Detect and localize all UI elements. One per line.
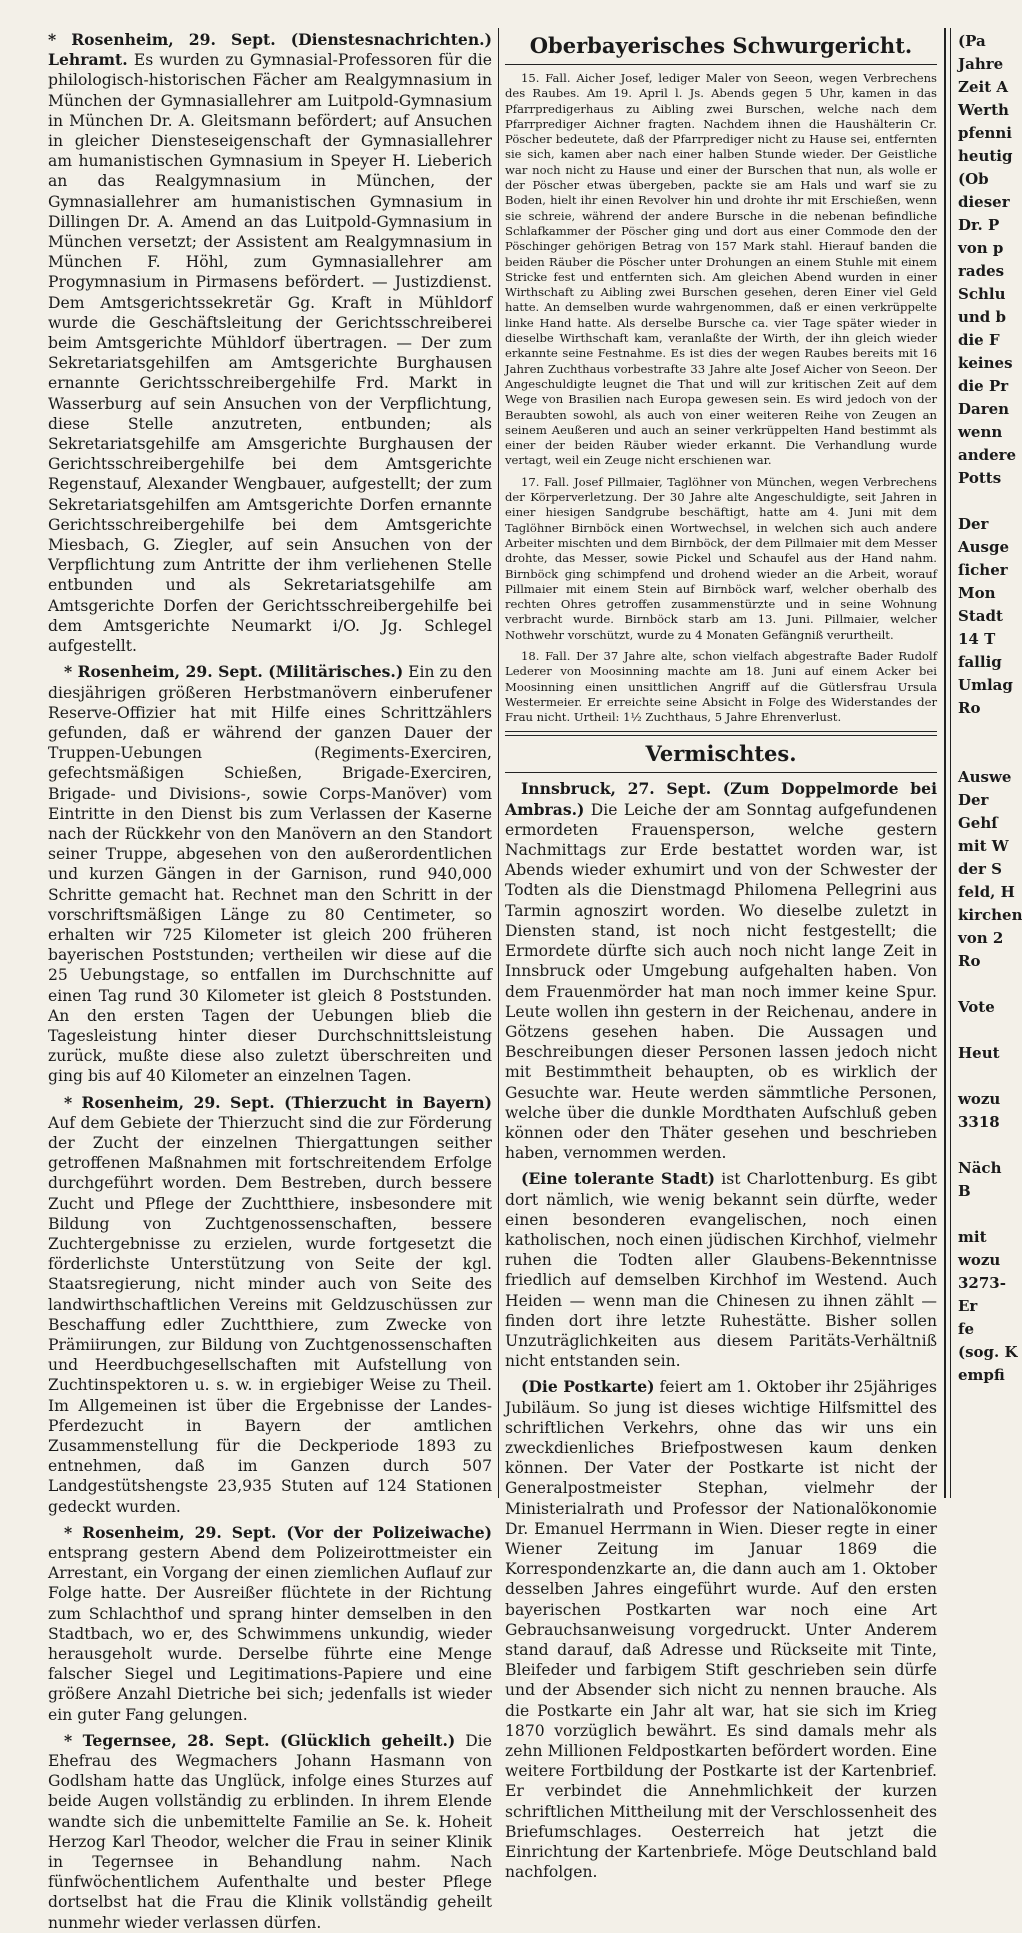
section-title-vermischtes: Vermischtes. [645,741,797,767]
fragment-line [958,490,1000,513]
middle-column [505,30,937,1882]
fragment-line: Mon [958,584,996,602]
fragment-line: feld, H [958,883,1015,901]
left-column [48,30,493,1932]
article-text: entsprang gestern Abend dem Polizeirottmeister ein Arrestant, ein Vorgang der einen ziemlichen Auflauf zur Folge hatte. Der Ausreißer flüchtete in der Richtung zum Schlachthof und sprang hinter demselben in den Stadtbach, wo er, des Schwimmens unkundig, wieder herausgeholt wurde. Derselbe führte eine Menge falscher Siegel und Legitimations-Papiere und eine größere Anzahl Dietriche bei sich; jedenfalls ist wieder ein guter Fang gelungen. [48,1544,492,1724]
fragment-line: 14 T [958,630,996,648]
fragment-line [958,1203,1000,1226]
column-divider [944,28,946,1498]
fragment-line [958,720,1000,743]
fragment-line: andere [958,446,1017,464]
fragment-line: Heut [958,1044,1000,1062]
fragment-line: pfenni [958,124,1012,142]
fragment-line: Schlu [958,285,1006,303]
fragment-line [958,1019,1000,1042]
article-rosenheim-militaerisches [48,662,492,1086]
column-divider [498,28,499,1498]
article-heading: * Rosenheim, 29. Sept. (Thierzucht in Bayern) [64,1092,492,1112]
fragment-line: Der [958,791,989,809]
fragment-line: Näch [958,1159,1002,1177]
fragment-line: fallig [958,653,1002,671]
fragment-line: ſicher [958,561,1008,579]
fragment-line: (Pa [958,32,986,50]
fragment-line: kirchen [958,906,1022,924]
fragment-line: Vote [958,998,995,1016]
section-title-schwurgericht: Oberbayerisches Schwurgericht. [529,33,913,58]
fragment-line: Dr. P [958,216,1000,234]
article-heading: * Rosenheim, 29. Sept. (Dienstesnachrichten.) Lehramt. [48,30,492,70]
fragment-line: fe [958,1320,974,1338]
fragment-line: empfi [958,1366,1005,1384]
article-heading: * Rosenheim, 29. Sept. (Vor der Polizeiwache) [64,1522,492,1542]
column-divider [950,28,951,1498]
article-rosenheim-polizeiwache [48,1523,492,1725]
fragment-line: Ausge [958,538,1010,556]
article-text: Auf dem Gebiete der Thierzucht sind die zur Förderung der Zucht der einzelnen Thiergattungen seither getroffenen Maßnahmen mit fortschreitendem Erfolge durchgeführt worden. Dem Bestreben, durch bessere Zucht und Pflege der Zuchtthiere, insbesondere mit Bildung von Zuchtgenossenschaften, bessere Zuchtergebnisse zu erzielen, wurde fortgesetzt die förderlichste Unterstützung von Seite der kgl. Staatsregierung, nicht minder auch von Seite des landwirthschaftlichen Vereins mit Geldzuschüssen zur Beschaffung edler Zuchtthiere, zum Zwecke von Prämiirungen, zur Bildung von Zuchtgenossenschaften und Heerdbuchgesellschaften mit Aufstellung von Zuchtinspektoren u. s. w. in ergiebiger Weise zu Theil. Im Allgemeinen ist über die Ergebnisse der Landes-Pferdezucht in Bayern der amtlichen Zusammenstellung für die Deckperiode 1893 zu entnehmen, daß im Ganzen durch 507 Landgestütshengste 23,935 Stuten auf 124 Stationen gedeckt wurden. [48,1113,492,1516]
fragment-line: Auswe [958,768,1012,786]
fragment-line: Jahre [958,55,1004,73]
court-case-15: 15. Fall. Aicher Josef, lediger Maler von Seeon, wegen Verbrechens des Raubes. Am 19. April l. Js. Abends gegen 5 Uhr, kamen in das Pfarrpredigerhaus zu Aibling zwei Burschen, welche nach dem Pfarrprediger Aichner fragten. Nachdem ihnen die Haushälterin Cr. Pöscher bedeutete, daß der Pfarrprediger nicht zu Hause sei, entfernten sie sich, kamen aber nach einer halben Stunde wieder. Der Geistliche war noch nicht zu Hause und einer der Burschen that nun, als wolle er der Pöscher etwas übergeben, packte sie am Hals und warf sie zu Boden, hielt ihr einen Revolver hin und drohte ihr mit Erschießen, wenn sie schreie, während der andere Bursche in die nebenan befindliche Schlafkammer der Pöscher ging und dort aus einer Commode den der Pöschinger gehörigen Betrag von 157 Mark stahl. Hierauf banden die beiden Räuber die Pöscher unter Drohungen an einem Stuhle mit einem Stricke fest und entfernten sich. Am gleichen Abend wurden in einer Wirthschaft zu Aibling zwei Burschen gesehen, deren Einer viel Geld hatte. An demselben wurde wahrgenommen, daß er einen verkrüppelte linke Hand hatte. Als derselbe Bursche ca. vier Tage später wieder in dieselbe Wirthschaft kam, veranlaßte der Wirth, der ihn gleich wieder erkannte seine Festnahme. Es ist dies der wegen Raubes bereits mit 16 Jahren Zuchthaus vorbestrafte 33 Jahre alte Josef Aicher von Seeon. Der Angeschuldigte leugnet die That und will zur kritischen Zeit auf dem Wege von Brasilien nach Europa gewesen sein. Es wird jedoch von der Beraubten sowohl, als auch von einer weiteren Reihe von Zeugen an seinem Aeußeren und auch an seiner verkrüppelten Hand bestimmt als einer der beiden Räuber wieder erkannt. Die Verhandlung wurde vertagt, weil ein Zeuge nicht erschienen war. [505,71,937,468]
court-case-17: 17. Fall. Josef Pillmaier, Taglöhner von München, wegen Verbrechens der Körperverletzung. Der 30 Jahre alte Angeschuldigte, seit Jahren in einer hiesigen Sandgrube beschäftigt, hatte am 4. Juni mit dem Taglöhner Birnböck einen Wortwechsel, in welchen sich auch andere Arbeiter mischten und dem Birnböck, der dem Pillmaier mit dem Messer drohte, das Messer, sowie Pickel und Schaufel aus der Hand nahm. Birnböck ging schimpfend und drohend wieder an die Arbeit, worauf Pillmaier mit einem Stein auf Birnböck warf, welcher oberhalb des rechten Ohres getroffen zusammenstürzte und in seine Wohnung verbracht wurde. Birnböck starb am 13. Juni. Pillmaier, welcher Nothwehr vorschützt, wurde zu 4 Monaten Gefängniß verurtheilt. [505,474,937,642]
fragment-line: mit [958,1228,987,1246]
article-text: Ein zu den diesjährigen größeren Herbstmanövern einberufener Reserve-Offizier hat mit Hilfe eines Schrittzählers gefunden, daß er während der ganzen Dauer der Truppen-Uebungen (Regiments-Exerciren, gefechtsmäßigen Schießen, Brigade-Exerciren, Brigade- und Divisions-, sowie Corps-Manöver) vom Eintritte in den Dienst bis zum Verlassen der Kaserne nach der Rückkehr von den Manövern an den Standort seiner Truppe, abgesehen von den außerordentlichen und kurzen Gängen in der Garnison, rund 940,000 Schritte gemacht hat. Rechnet man den Schritt in der vorschriftsmäßigen Länge zu 80 Centimeter, so erhalten wir 725 Kilometer ist gleich 200 früheren bayerischen Poststunden; vertheilen wir diese auf die 25 Uebungstage, so entfallen im Durchschnitte auf einen Tag rund 30 Kilometer ist gleich 8 Poststunden. An den ersten Tagen der Uebungen blieb die Tagesleistung hinter dieser Durchschnittsleistung zurück, mußte diese also zuletzt überschreiten und ging bis auf 40 Kilometer an einzelnen Tagen. [48,663,493,1086]
fragment-line: heutig [958,147,1013,165]
fragment-line [958,973,1000,996]
right-column-fragments [958,30,1022,1510]
fragment-line: dieser [958,193,1010,211]
article-heading: (Die Postkarte) [521,1377,655,1397]
court-case-18: 18. Fall. Der 37 Jahre alte, schon vielfach abgestrafte Bader Rudolf Lederer von Moosinning machte am 18. Juni auf einem Acker bei Moosinning einen unsittlichen Angriff auf die Gütlersfrau Ursula Westermeier. Er erreichte seine Absicht in Folge des Widerstandes der Frau nicht. Urtheil: 1½ Zuchthaus, 5 Jahre Ehrenverlust. [505,648,937,725]
divider [505,772,937,773]
fragment-line: Gehſ [958,814,998,832]
fragment-line: Er [958,1297,978,1315]
fragment-line: und b [958,308,1007,326]
fragment-line: Stadt [958,607,1003,625]
fragment-line: die F [958,331,1000,349]
fragment-line: Ro [958,952,981,970]
fragment-line: Potts [958,469,1002,487]
fragment-line: die Pr [958,377,1009,395]
fragment-line: der S [958,860,1002,878]
fragment-line: Der [958,515,989,533]
misc-tolerante-stadt [505,1169,937,1371]
fragment-line: Ro [958,699,981,717]
fragment-line: Umlag [958,676,1013,694]
article-text: Es wurden zu Gymnasial-Professoren für die philologisch-historischen Fächer am Realgymnasium in München der Gymnasiallehrer am Luitpold-Gymnasium in München Dr. A. Gleitsmann befördert; auf Ansuchen in gleicher Diensteseigenschaft der Gymnasiallehrer am humanistischen Gymnasium in Speyer H. Lieberich an das Realgymnasium in München, der Gymnasiallehrer am humanistischen Gymnasium in Dillingen Dr. A. Amend an das Luitpold-Gymnasium in München versetzt; der Assistent am Realgymnasium in München F. Höhl, zum Gymnasiallehrer am Progymnasium in Pirmasens befördert. — Justizdienst. Dem Amtsgerichtssekretär Gg. Kraft in Mühldorf wurde die Geschäftsleitung der Gerichtsschreiberei beim Amtsgerichte Mühldorf übertragen. — Der zum Sekretariatsgehilfen am Amtsgerichte Burghausen ernannte Gerichtsschreibergehilfe Frd. Markt in Wasserburg auf sein Ansuchen von der Verpflichtung, diese Stelle anzutreten, entbunden; als Sekretariatsgehilfe am Amsgerichte Burghausen der Gerichtsschreibergehilfe bei dem Amtsgerichte Regenstauf, Alexander Wengbauer, aufgestellt; der zum Sekretariatsgehilfen am Amtsgerichte Dorfen ernannte Gerichtsschreibergehilfe bei dem Amtsgerichte Miesbach, G. Ziegler, auf sein Ansuchen von der Verpflichtung zum Antritte der ihm verliehenen Stelle entbunden und als Sekretariatsgehilfe am Amtsgerichte Dorfen der Gerichtsschreibergehilfe bei dem Amtsgerichte Neumarkt i/O. Jg. Schlegel aufgestellt. [48,51,492,656]
fragment-line: wozu [958,1251,1001,1269]
fragment-line: mit W [958,837,1009,855]
fragment-line: (sog. K [958,1343,1018,1361]
article-heading: Innsbruck, 27. Sept. (Zum Doppelmorde bei Ambras.) [505,779,937,819]
fragment-line: von p [958,239,1004,257]
article-heading: * Rosenheim, 29. Sept. (Militärisches.) [64,662,404,682]
fragment-line: wozu [958,1090,1001,1108]
fragment-line: von 2 [958,929,1004,947]
fragment-line: Zeit A [958,78,1008,96]
fragment-line: keines [958,354,1013,372]
fragment-line: wenn [958,423,1003,441]
fragment-line [958,1134,1000,1157]
divider [505,64,937,65]
fragment-line: 3273- [958,1274,1006,1292]
fragment-line: B [958,1182,971,1200]
misc-postkarte [505,1377,937,1882]
article-tegernsee [48,1731,492,1933]
fragment-line: Daren [958,400,1010,418]
fragment-line: Werth [958,101,1009,119]
fragment-line [958,1065,1000,1088]
article-heading: * Tegernsee, 28. Sept. (Glücklich geheilt.) [64,1730,456,1750]
article-text: Die Leiche der am Sonntag aufgefundenen ermordeten Frauensperson, welche gestern Nachmittags zur Erde bestattet worden war, ist Abends wieder exhumirt und von der Schwester der Todten als die Dienstmagd Philomena Pellegrini aus Tarmin agnoszirt worden. Wo dieselbe zuletzt in Diensten stand, ist noch nicht festgestellt; die Ermordete dürfte sich auch noch nicht lange Zeit in Innsbruck oder Umgebung aufgehalten haben. Von dem Frauenmörder hat man noch immer keine Spur. Leute wollen ihn gestern in der Reichenau, andere in Götzens gesehen haben. Die Aussagen und Beschreibungen dieser Personen lassen jedoch nicht mit Bestimmtheit behaupten, ob es wirklich der Gesuchte war. Heute werden sämmtliche Personen, welche über die dunkle Mordthaten Aufschluß geben können oder den Thäter gesehen und beschrieben haben, vernommen werden. [505,800,937,1163]
divider [505,731,937,736]
misc-innsbruck [505,779,937,1163]
article-rosenheim-thierzucht [48,1093,492,1517]
fragment-line: 3318 [958,1113,1000,1131]
article-text: ist Charlottenburg. Es gibt dort nämlich, wie wenig bekannt sein dürfte, weder einen besonderen evangelischen, noch einen katholischen, noch einen jüdischen Kirchhof, vielmehr ruhen die Todten aller Glaubens-Bekenntnisse friedlich auf demselben Kirchhof im Westend. Auch Heiden — wenn man die Chinesen zu ihnen zählt — finden dort ihre letzte Ruhestätte. Bisher sollen Unzuträglichkeiten aus diesem Paritäts-Verhältniß nicht entstanden sein. [505,1170,937,1371]
article-text: Die Ehefrau des Wegmachers Johann Hasmann von Godlsham hatte das Unglück, infolge eines Sturzes auf beide Augen vollständig zu erblinden. In ihrem Elende wandte sich die unbemittelte Familie an Se. k. Hoheit Herzog Karl Theodor, welcher die Frau in seiner Klinik in Tegernsee in Behandlung nahm. Nach fünfwöchentlichem Aufenthalte und bester Pflege dortselbst hat die Frau die Klinik vollständig geheilt nunmehr wieder verlassen dürfen. [48,1731,492,1932]
fragment-line: rades [958,262,1005,280]
fragment-line: (Ob [958,170,989,188]
article-text: feiert am 1. Oktober ihr 25jähriges Jubiläum. So jung ist dieses wichtige Hilfsmittel des schriftlichen Verkehrs, ohne das wir uns ein zweckdienliches Briefpostwesen kaum denken können. Der Vater der Postkarte ist nicht der Generalpostmeister Stephan, vielmehr der Ministerialrath und Professor der Nationalökonomie Dr. Emanuel Herrmann in Wien. Dieser regte in einer Wiener Zeitung im Januar 1869 die Korrespondenzkarte an, die dann auch am 1. Oktober desselben Jahres eingeführt wurde. Auf den ersten bayerischen Postkarten war noch eine Art Gebrauchsanweisung vorgedruckt. Unter Anderem stand darauf, daß Adresse und Rückseite mit Tinte, Bleifeder und farbigem Stift geschrieben sein dürfe und der Absender sich nicht zu nennen brauche. Als die Postkarte ein Jahr alt war, hat sie sich im Krieg 1870 vorzüglich bewährt. Es sind damals mehr als zehn Millionen Feldpostkarten befördert worden. Eine weitere Fortbildung der Postkarte ist der Kartenbrief. Er verbindet die Annehmlichkeit der kurzen schriftlichen Mittheilung mit der Verschlossenheit des Briefumschlages. Oesterreich hat jetzt die Einrichtung der Kartenbriefe. Möge Deutschland bald nachfolgen. [505,1378,937,1882]
article-heading: (Eine tolerante Stadt) [521,1169,716,1189]
fragment-line [958,743,1000,766]
article-rosenheim-dienstesnachrichten [48,30,492,656]
